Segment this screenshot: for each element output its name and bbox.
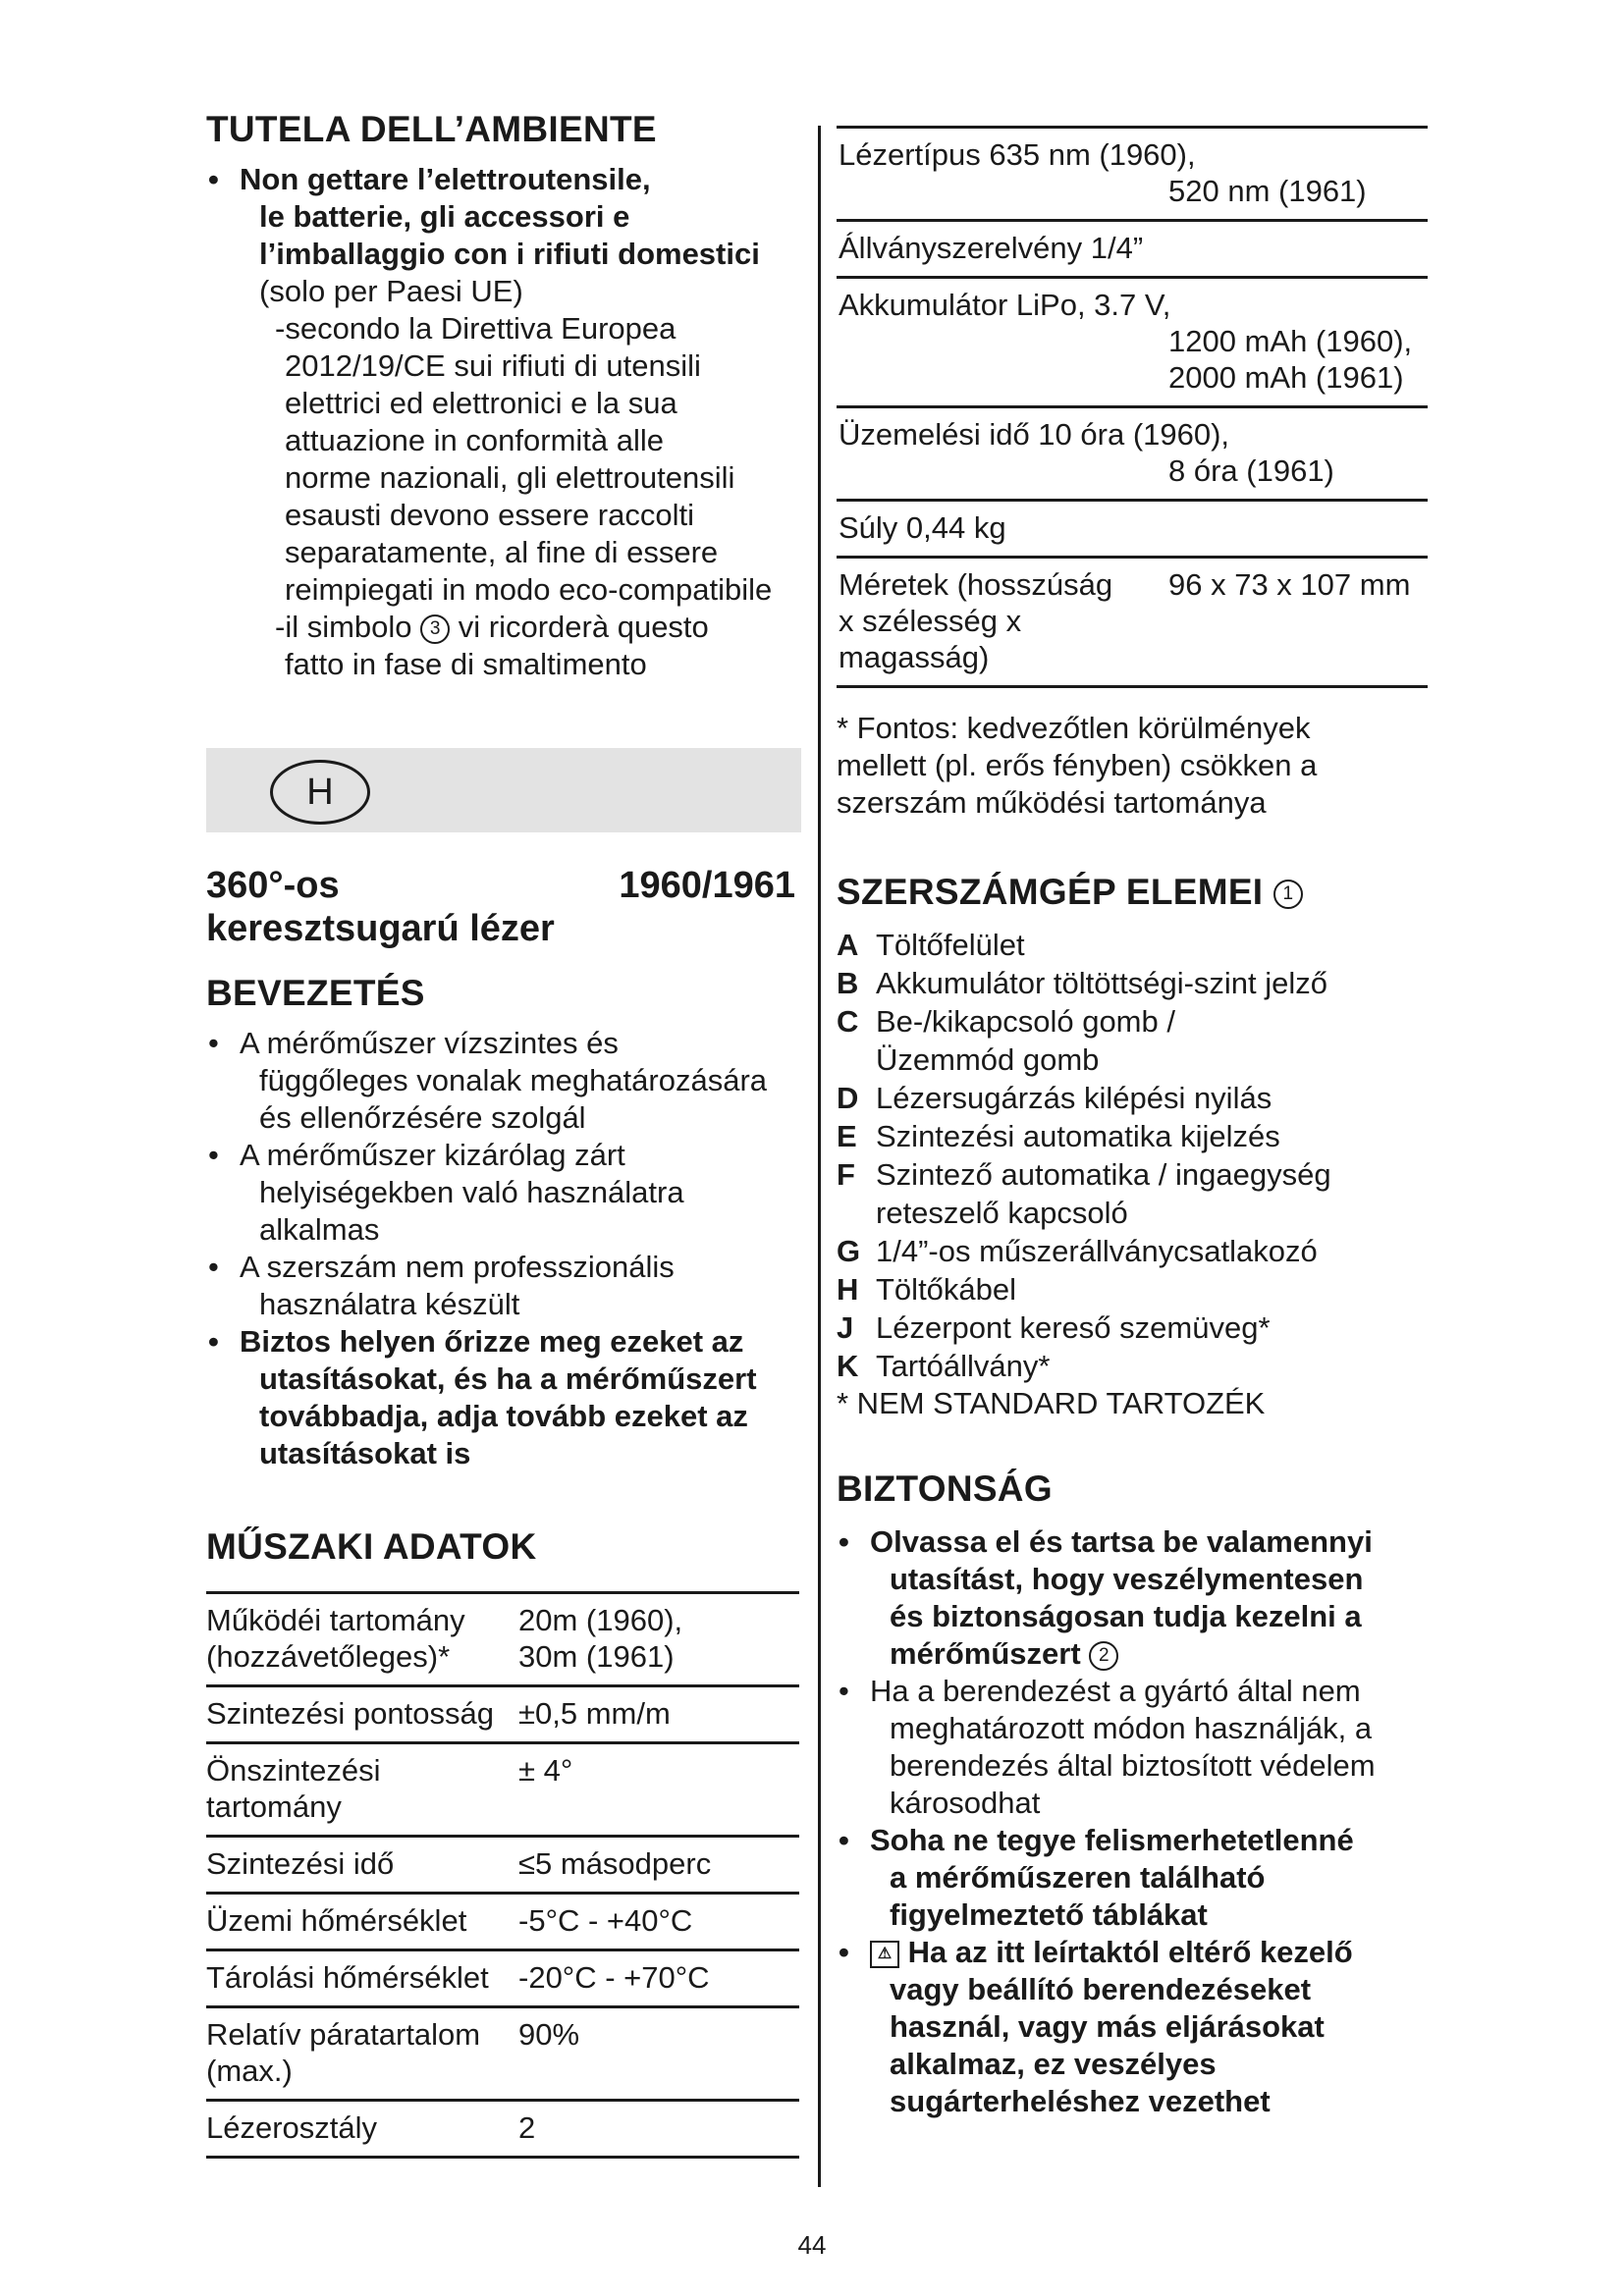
spec-value: ≤5 másodperc [518,1845,712,1881]
table-row [206,1742,799,1836]
part-text: Szintező automatika / ingaegység reteszelő kapcsoló [876,1157,1331,1231]
spec-value: -5°C - +40°C [518,1902,693,1938]
part-key: J [837,1310,854,1346]
figure-ref-1: 1 [1273,880,1303,909]
part-item [837,1232,1426,1270]
table-row [206,1949,799,2006]
spec-label: Működéi tartomány (hozzávetőleges)* [206,1602,465,1674]
spec-table [206,1591,799,2159]
list-item: • Ha a berendezést a gyártó által nem meghatározott módon használják, a berendezés által biztosított védelem károsodhat [837,1673,1426,1822]
part-key: K [837,1349,859,1384]
safety-list [837,1523,1426,2120]
spec-value: ± 4° [518,1752,573,1788]
section-title-intro: BEVEZETÉS [206,973,425,1013]
list-item: • A szerszám nem professzionális használatra készült [206,1249,795,1323]
figure-ref-3: 3 [420,614,450,644]
list-item: • A mérőműszer kizárólag zárt helyiségekben való használatra alkalmas [206,1137,795,1249]
spec-label: Tárolási hőmérséklet [206,1959,489,1995]
table-row [206,1836,799,1893]
range-footnote: * Fontos: kedvezőtlen körülmények mellett (pl. erős fényben) csökken a szerszám működési tartománya [837,711,1318,820]
spec-row-dimensions: Méretek (hosszúság x szélesség x magasság) 96 x 73 x 107 mm [837,556,1428,688]
product-name: 360°-os [206,865,340,906]
part-item [837,1155,1426,1232]
list-item: • Biztos helyen őrizze meg ezeket az utasításokat, és ha a mérőműszert továbbadja, adja tovább ezeket az utasításokat is [206,1323,795,1472]
symbol-line: -il simbolo 3 vi ricorderà questo [275,610,709,645]
language-badge: H [270,760,370,825]
spec-value: 2 [518,2109,536,2145]
part-item [837,1079,1426,1117]
table-row [206,1685,799,1742]
list-item: • A mérőműszer vízszintes és függőleges vonalak meghatározására és ellenőrzésére szolgál [206,1025,795,1137]
list-item: • Non gettare l’elettroutensile, le batterie, gli accessori e l’imballaggio con i rifiuti domestici [206,161,795,273]
part-text: Lézersugárzás kilépési nyilás [876,1081,1272,1116]
part-key: B [837,966,859,1001]
part-text: Tartóállvány* [876,1349,1051,1384]
part-item [837,926,1426,964]
spec-label: Relatív páratartalom (max.) [206,2016,481,2088]
part-key: E [837,1119,857,1154]
laser-warning-icon: ⚠ [870,1941,899,1968]
part-item [837,1117,1426,1155]
page-number: 44 [797,2230,827,2260]
list-item: • Olvassa el és tartsa be valamennyi utasítást, hogy veszélymentesen és biztonságosan tudja kezelni a mérőműszert 2 [837,1523,1426,1673]
list-item: • ⚠ Ha az itt leírtaktól eltérő kezelő vagy beállító berendezéseket használ, vagy más eljárásokat alkalmaz, ez veszélyes sugárterheléshez vezethet [837,1934,1426,2120]
part-item [837,1002,1426,1079]
spec-row-battery: Akkumulátor LiPo, 3.7 V, 1200 mAh (1960), 2000 mAh (1961) [837,276,1428,405]
spec-row-tripod: Állványszerelvény 1/4” [837,219,1428,276]
part-key: D [837,1081,859,1116]
part-item [837,1308,1426,1347]
product-title-row [206,864,795,907]
section-title-safety: BIZTONSÁG [837,1468,1053,1510]
table-row [206,1893,799,1949]
section-title-specs: MŰSZAKI ADATOK [206,1526,537,1568]
product-subtitle: keresztsugarú lézer [206,908,555,949]
part-item [837,964,1426,1002]
spec-label: Önszintezési tartomány [206,1752,381,1824]
parts-list [837,926,1426,1385]
eu-note: (solo per Paesi UE) [259,274,523,309]
section-title-environment: TUTELA DELL’AMBIENTE [206,109,657,149]
part-item [837,1270,1426,1308]
part-text: Be-/kikapcsoló gomb / Üzemmód gomb [876,1004,1175,1078]
spec-label: Üzemi hőmérséklet [206,1902,467,1938]
spec-value: ±0,5 mm/m [518,1695,671,1731]
spec-label: Szintezési pontosság [206,1695,494,1731]
spec-label: Szintezési idő [206,1845,395,1881]
table-row [206,1592,799,1685]
spec-value: -20°C - +70°C [518,1959,710,1995]
spec-row-runtime: Üzemelési idő 10 óra (1960), 8 óra (1961) [837,405,1428,499]
dash-block: -secondo la Direttiva Europea 2012/19/CE sui rifiuti di utensili elettrici ed elettronici e la sua attuazione in conformità alle norme nazionali, gli elettroutensili esausti devono essere raccolti separatamente, al fine di essere reimpiegati in modo eco-compatibile -il simbolo 3 vi ricorderà questo fatto in fase di smaltimento [206,310,795,683]
intro-list [206,1025,795,1472]
product-model: 1960/1961 [619,865,795,906]
section-title-parts: SZERSZÁMGÉP ELEMEI 1 [837,871,1426,914]
right-column [837,126,1426,2120]
table-row [206,2100,799,2157]
part-key: G [837,1234,861,1269]
part-text: Töltőfelület [876,928,1025,963]
part-text: 1/4”-os műszerállványcsatlakozó [876,1234,1318,1269]
part-text: Lézerpont kereső szemüveg* [876,1310,1271,1346]
spec-value: 90% [518,2016,580,2052]
part-key: C [837,1004,859,1040]
environment-list [206,161,795,273]
part-item [837,1347,1426,1385]
part-text: Szintezési automatika kijelzés [876,1119,1280,1154]
spec-row-weight: Súly 0,44 kg [837,499,1428,556]
part-key: F [837,1157,855,1193]
part-key: A [837,928,859,963]
spec-table-continued [837,126,1428,688]
part-text: Töltőkábel [876,1272,1017,1308]
environment-section [206,108,795,683]
spec-value: 20m (1960), 30m (1961) [518,1602,683,1674]
part-key: H [837,1272,859,1308]
product-section [206,864,795,2159]
parts-footnote: * NEM STANDARD TARTOZÉK [837,1386,1266,1421]
column-divider [818,126,821,2187]
table-row [206,2006,799,2100]
language-banner [206,748,801,832]
list-item: • Soha ne tegye felismerhetetlenné a mérőműszeren található figyelmeztető táblákat [837,1822,1426,1934]
spec-row-laser-type: Lézertípus 635 nm (1960), 520 nm (1961) [837,126,1428,219]
part-text: Akkumulátor töltöttségi-szint jelző [876,966,1328,1001]
figure-ref-2: 2 [1089,1641,1118,1671]
spec-label: Lézerosztály [206,2109,378,2145]
